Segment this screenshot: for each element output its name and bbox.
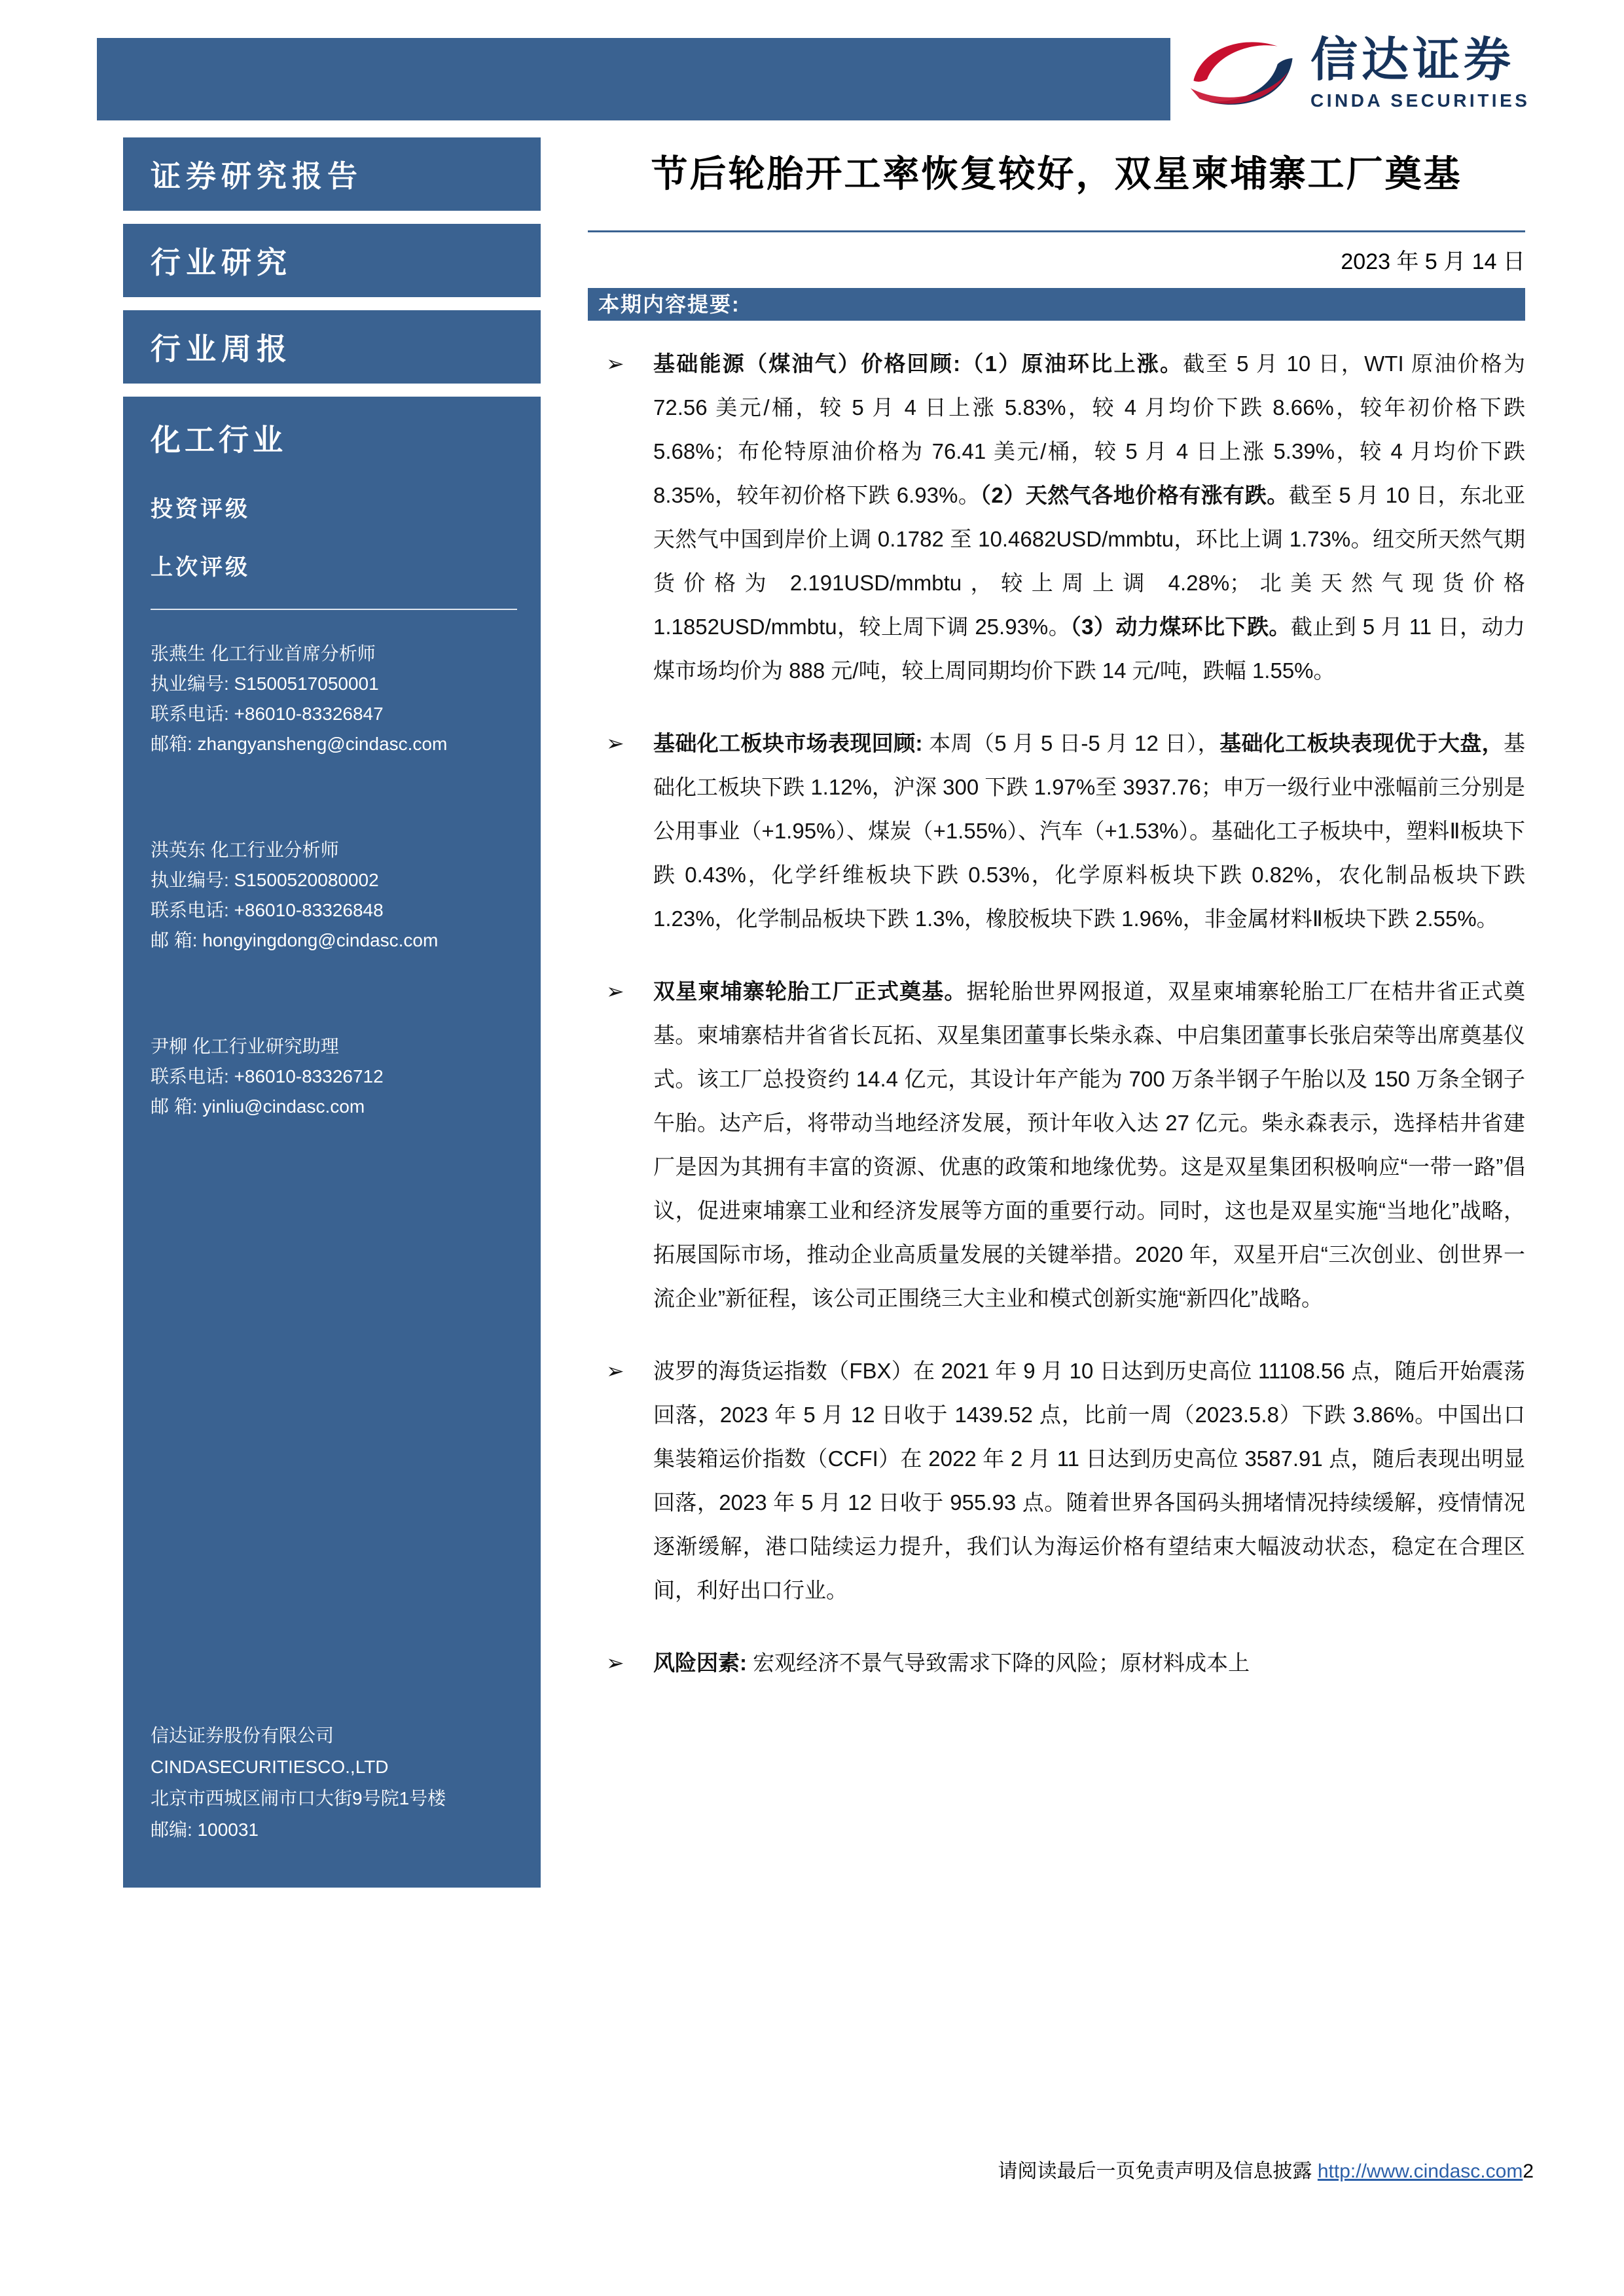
report-date: 2023 年 5 月 14 日 bbox=[1341, 249, 1525, 274]
sidebar-prev-rating-label: 上次评级 bbox=[151, 555, 250, 580]
analyst-line: 张燕生 化工行业首席分析师 bbox=[151, 643, 376, 664]
company-line: 北京市西城区闹市口大街9号院1号楼 bbox=[151, 1788, 446, 1808]
sidebar-report-freq: 行业周报 bbox=[123, 310, 541, 384]
bullet-text: 基础能源（煤油气）价格回顾:（1）原油环比上涨。截至 5 月 10 日，WTI 原油价格为 72.56 美元/桶，较 5 月 4 日上涨 5.83%，较 4 月均价下跌 8.66%，较年初价格下跌 5.68%；布伦特原油价格为 76.41 美元/桶，较 5 月 4 日上涨 5.39%，较 4 月均价下跌 8.35%，较年初价格下跌 6.93%。（2）天然气各地价格有涨有跌。截至 5 月 10 日，东北亚天然气中国到岸价上调 0.1782 至 10.4682USD/mmbtu，环比上调 1.73%。纽交所天然气期货价格为 2.191USD/mmbtu，较上周上调 4.28%；北美天然气现货价格 1.1852USD/mmbtu，较上周下调 25.93%。（3）动力煤环比下跌。截止到 5 月 11 日，动力煤市场均价为 888 元/吨，较上周同期均价下跌 14 元/吨，跌幅 1.55%。 bbox=[653, 351, 1526, 683]
analyst-line: 联系电话: +86010-83326847 bbox=[151, 704, 384, 724]
bullet-item bbox=[588, 1641, 1525, 1685]
footer-link[interactable]: http://www.cindasc.com bbox=[1317, 2161, 1523, 2182]
bullet-item bbox=[588, 342, 1525, 692]
page-number: 2 bbox=[1523, 2161, 1534, 2182]
logo-text-cn: 信达证券 bbox=[1310, 34, 1515, 86]
bullet-arrow-icon: ➢ bbox=[606, 731, 624, 755]
company-line: 邮编: 100031 bbox=[151, 1820, 259, 1840]
bullet-text: 风险因素: 宏观经济不景气导致需求下降的风险；原材料成本上 bbox=[653, 1651, 1250, 1675]
sidebar-rating-label: 投资评级 bbox=[151, 497, 250, 522]
logo-text-en: CINDA SECURITIES bbox=[1310, 90, 1530, 111]
bullet-arrow-icon: ➢ bbox=[606, 979, 624, 1003]
bullet-item bbox=[588, 1349, 1525, 1612]
analyst-line: 洪英东 化工行业分析师 bbox=[151, 840, 339, 860]
title-divider bbox=[588, 230, 1525, 232]
bullet-arrow-icon: ➢ bbox=[606, 351, 624, 376]
analyst-block bbox=[151, 639, 518, 759]
cinda-swoosh-icon bbox=[1182, 33, 1304, 115]
company-logo bbox=[1182, 33, 1530, 115]
bullet-item bbox=[588, 969, 1525, 1320]
logo-text-block bbox=[1310, 33, 1530, 111]
sidebar-report-type: 证券研究报告 bbox=[123, 137, 541, 211]
sidebar-research-kind: 行业研究 bbox=[123, 224, 541, 297]
analyst-list bbox=[151, 639, 518, 1198]
analyst-line: 联系电话: +86010-83326712 bbox=[151, 1066, 384, 1086]
company-block bbox=[151, 1720, 518, 1846]
bullet-arrow-icon: ➢ bbox=[606, 1359, 624, 1383]
analyst-line: 邮 箱: hongyingdong@cindasc.com bbox=[151, 930, 439, 950]
header-bar bbox=[97, 38, 1170, 120]
bullet-text: 波罗的海货运指数（FBX）在 2021 年 9 月 10 日达到历史高位 11108.56 点，随后开始震荡回落，2023 年 5 月 12 日收于 1439.52 点，比前一周（2023.5.8）下跌 3.86%。中国出口集装箱运价指数（CCFI）在 2022 年 2 月 11 日达到历史高位 3587.91 点，随后表现出明显回落，2023 年 5 月 12 日收于 955.93 点。随着世界各国码头拥堵情况持续缓解，疫情情况逐渐缓解，港口陆续运力提升，我们认为海运价格有望结束大幅波动状态，稳定在合理区间，利好出口行业。 bbox=[653, 1359, 1525, 1602]
bullet-arrow-icon: ➢ bbox=[606, 1651, 624, 1675]
company-line: CINDASECURITIESCO.,LTD bbox=[151, 1757, 389, 1777]
report-title: 节后轮胎开工率恢复较好，双星柬埔寨工厂奠基 bbox=[651, 153, 1462, 194]
company-line: 信达证券股份有限公司 bbox=[151, 1725, 334, 1746]
bullet-item bbox=[588, 721, 1525, 941]
summary-header: 本期内容提要: bbox=[588, 288, 1525, 321]
analyst-line: 联系电话: +86010-83326848 bbox=[151, 900, 384, 920]
sidebar-industry: 化工行业 bbox=[151, 423, 287, 457]
footer-disclaimer: 请阅读最后一页免责声明及信息披露 bbox=[998, 2161, 1318, 2182]
analyst-line: 执业编号: S1500520080002 bbox=[151, 870, 379, 890]
analyst-block bbox=[151, 1031, 518, 1122]
bullet-list bbox=[588, 342, 1525, 1713]
page-footer bbox=[588, 2155, 1534, 2183]
sidebar-divider bbox=[151, 609, 517, 610]
bullet-text: 双星柬埔寨轮胎工厂正式奠基。据轮胎世界网报道，双星柬埔寨轮胎工厂在桔井省正式奠基。柬埔寨桔井省省长瓦拓、双星集团董事长柴永森、中启集团董事长张启荣等出席奠基仪式。该工厂总投资约 14.4 亿元，其设计年产能为 700 万条半钢子午胎以及 150 万条全钢子午胎。达产后，将带动当地经济发展，预计年收入达 27 亿元。柴永森表示，选择桔井省建厂是因为其拥有丰富的资源、优惠的政策和地缘优势。这是双星集团积极响应“一带一路”倡议，促进柬埔寨工业和经济发展等方面的重要行动。同时，这也是双星实施“当地化”战略，拓展国际市场，推动企业高质量发展的关键举措。2020 年，双星开启“三次创业、创世界一流企业”新征程，该公司正围绕三大主业和模式创新实施“新四化”战略。 bbox=[653, 979, 1526, 1310]
analyst-line: 执业编号: S1500517050001 bbox=[151, 673, 379, 694]
analyst-line: 邮 箱: yinliu@cindasc.com bbox=[151, 1096, 365, 1117]
bullet-text: 基础化工板块市场表现回顾: 本周（5 月 5 日-5 月 12 日），基础化工板块表现优于大盘，基础化工板块下跌 1.12%，沪深 300 下跌 1.97%至 3937.76；申万一级行业中涨幅前三分别是公用事业（+1.95%）、煤炭（+1.55%）、汽车（+1.53%）。基础化工子板块中，塑料Ⅱ板块下跌 0.43%，化学纤维板块下跌 0.53%，化学原料板块下跌 0.82%，农化制品板块下跌 1.23%，化学制品板块下跌 1.3%，橡胶板块下跌 1.96%，非金属材料Ⅱ板块下跌 2.55%。 bbox=[653, 731, 1525, 931]
analyst-line: 邮箱: zhangyansheng@cindasc.com bbox=[151, 734, 448, 754]
sidebar-panel bbox=[123, 397, 541, 1888]
analyst-block bbox=[151, 835, 518, 956]
analyst-line: 尹柳 化工行业研究助理 bbox=[151, 1036, 339, 1056]
